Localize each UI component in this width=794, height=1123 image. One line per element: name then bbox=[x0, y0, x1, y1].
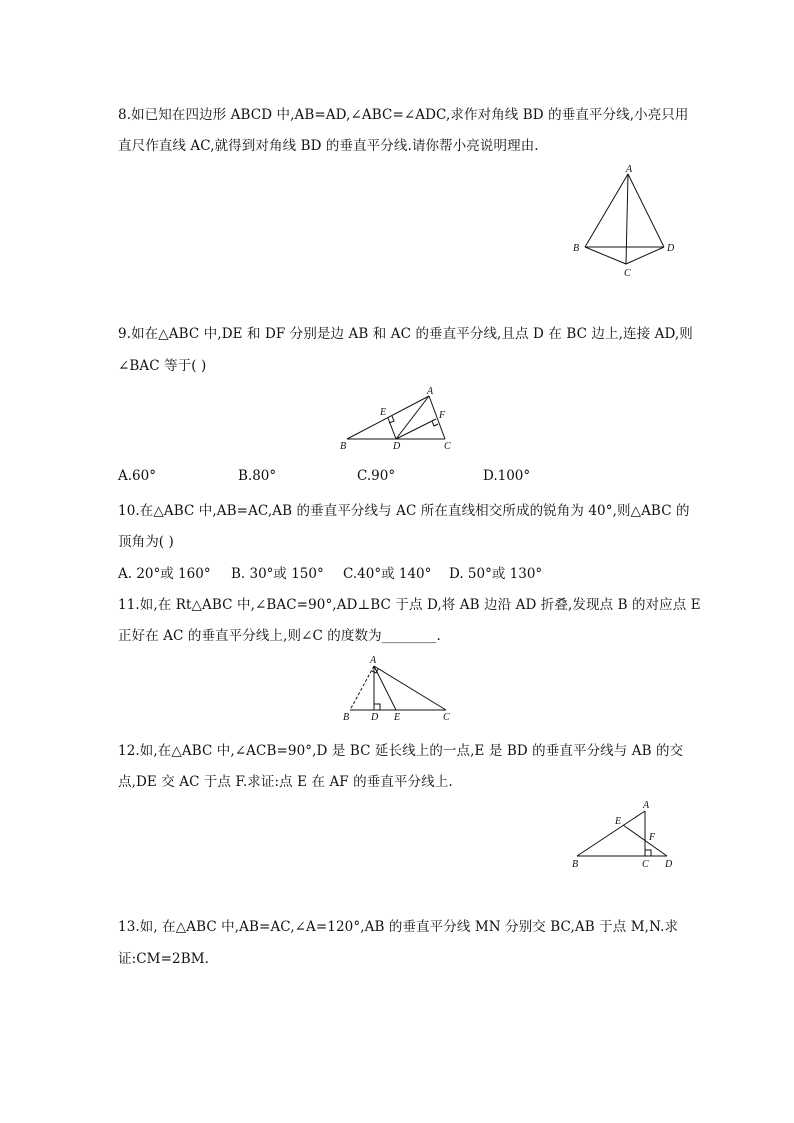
q11-right-angle-D bbox=[374, 704, 380, 710]
q11-figure-right-triangle bbox=[338, 652, 463, 724]
q9-option-a: A.60° bbox=[118, 468, 156, 484]
q11-label-E: E bbox=[394, 712, 401, 723]
q11-text-line-1: 11.如,在 Rt△ABC 中,∠BAC=90°,AD⊥BC 于点 D,将 AB 边沿 AD 折叠,发现点 B 的对应点 E bbox=[118, 597, 701, 613]
q8-figure-quadrilateral bbox=[570, 162, 680, 282]
q9-text-line-2: ∠BAC 等于( ) bbox=[118, 358, 207, 374]
q9-label-C: C bbox=[444, 441, 451, 452]
q8-segment-AB bbox=[585, 174, 628, 247]
q11-label-C: C bbox=[443, 712, 450, 723]
q9-segment-DE bbox=[388, 418, 396, 439]
q8-text-line-1: 8.如已知在四边形 ABCD 中,AB=AD,∠ABC=∠ADC,求作对角线 BD 的垂直平分线,小亮只用 bbox=[118, 107, 689, 123]
q12-label-E: E bbox=[615, 816, 622, 827]
q9-label-A: A bbox=[427, 386, 434, 397]
q8-label-C: C bbox=[624, 268, 631, 279]
q12-figure-triangle bbox=[565, 795, 680, 875]
q12-label-D: D bbox=[665, 859, 673, 870]
q9-label-E: E bbox=[380, 407, 387, 418]
q12-text-line-1: 12.如,在△ABC 中,∠ACB=90°,D 是 BC 延长线上的一点,E 是 BD 的垂直平分线与 AB 的交 bbox=[118, 743, 684, 759]
q8-text-line-2: 直尺作直线 AC,就得到对角线 BD 的垂直平分线.请你帮小亮说明理由. bbox=[118, 138, 539, 154]
q12-label-F: F bbox=[649, 832, 656, 843]
q11-label-A: A bbox=[370, 655, 377, 666]
q9-label-B: B bbox=[340, 441, 347, 452]
q9-segment-DF bbox=[396, 419, 436, 439]
q9-segment-AB bbox=[347, 396, 429, 439]
q9-option-c: C.90° bbox=[357, 468, 396, 484]
q8-segment-AD bbox=[628, 174, 664, 247]
q9-label-D: D bbox=[393, 441, 401, 452]
q12-label-C: C bbox=[642, 859, 649, 870]
q9-option-d: D.100° bbox=[483, 468, 531, 484]
q12-label-A: A bbox=[643, 800, 650, 811]
q8-label-B: B bbox=[573, 243, 580, 254]
q11-label-B: B bbox=[343, 712, 350, 723]
q11-text-line-2: 正好在 AC 的垂直平分线上,则∠C 的度数为________. bbox=[118, 628, 441, 644]
q8-segment-BC bbox=[585, 247, 626, 264]
q9-figure-triangle bbox=[335, 383, 465, 453]
q11-label-D: D bbox=[371, 712, 379, 723]
q10-option-d: D. 50°或 130° bbox=[449, 566, 543, 582]
q8-segment-DC bbox=[626, 247, 664, 264]
q11-segment-AB-dashed bbox=[350, 666, 374, 710]
q12-label-B: B bbox=[572, 859, 579, 870]
q9-option-b: B.80° bbox=[238, 468, 277, 484]
q12-right-angle-C bbox=[645, 850, 651, 856]
q9-segment-AD bbox=[396, 396, 429, 439]
q10-option-b: B. 30°或 150° bbox=[231, 566, 324, 582]
q8-segment-AC bbox=[626, 174, 628, 264]
q10-text-line-1: 10.在△ABC 中,AB=AC,AB 的垂直平分线与 AC 所在直线相交所成的锐角为 40°,则△ABC 的 bbox=[118, 503, 690, 519]
q10-text-line-2: 顶角为( ) bbox=[118, 534, 174, 550]
q10-option-a: A. 20°或 160° bbox=[118, 566, 211, 582]
q9-text-line-1: 9.如在△ABC 中,DE 和 DF 分别是边 AB 和 AC 的垂直平分线,且点 D 在 BC 边上,连接 AD,则 bbox=[118, 326, 693, 342]
q8-label-A: A bbox=[626, 164, 633, 175]
q9-right-angle-F bbox=[432, 421, 438, 426]
q9-label-F: F bbox=[439, 410, 446, 421]
q8-label-D: D bbox=[667, 243, 675, 254]
q13-text-line-1: 13.如, 在△ABC 中,AB=AC,∠A=120°,AB 的垂直平分线 MN 分别交 BC,AB 于点 M,N.求 bbox=[118, 919, 679, 935]
q12-text-line-2: 点,DE 交 AC 于点 F.求证:点 E 在 AF 的垂直平分线上. bbox=[118, 774, 453, 790]
q10-option-c: C.40°或 140° bbox=[343, 566, 432, 582]
q13-text-line-2: 证:CM=2BM. bbox=[118, 951, 210, 967]
